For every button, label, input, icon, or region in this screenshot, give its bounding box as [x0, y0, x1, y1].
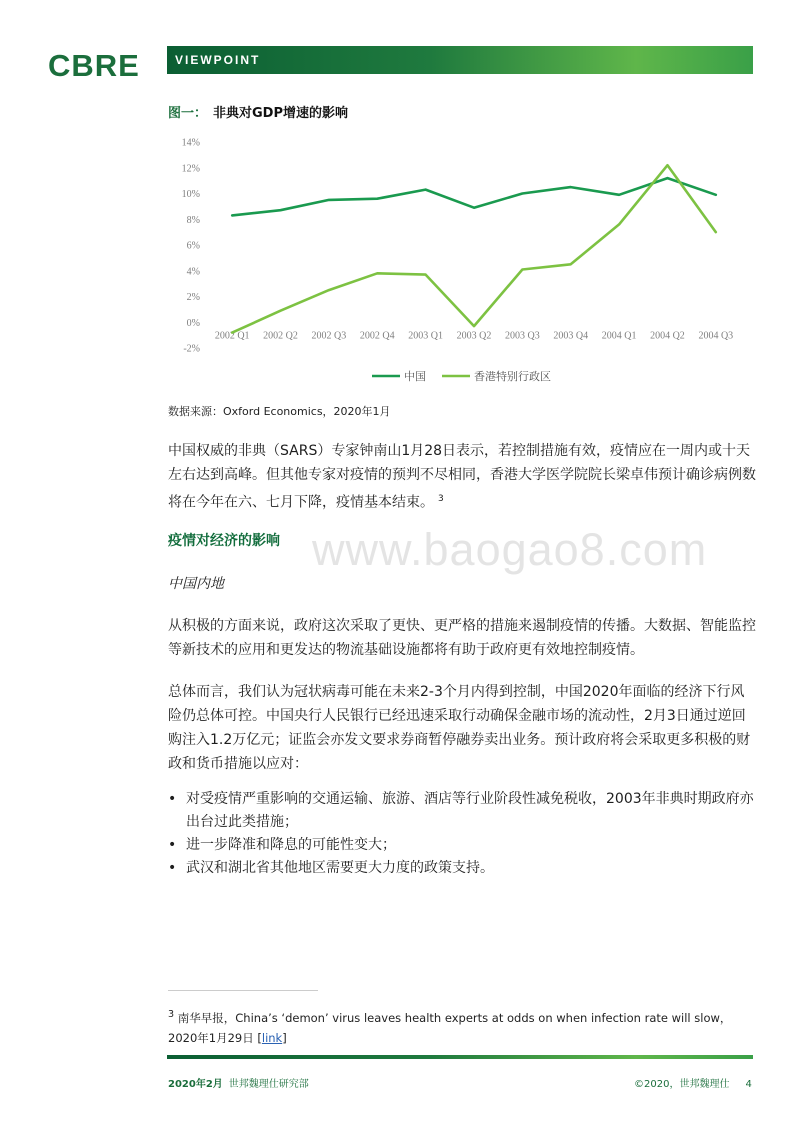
header-bar	[167, 46, 753, 74]
y-tick-label: 2%	[186, 292, 200, 303]
section-label: VIEWPOINT	[175, 53, 261, 67]
series-line-1	[232, 165, 716, 332]
bullet-item: • 进一步降准和降息的可能性变大；	[168, 834, 758, 857]
x-tick-label: 2004 Q1	[601, 330, 637, 342]
paragraph-1-text: 中国权威的非典（SARS）专家钟南山1月28日表示，若控制措施有效，疫情应在一周内或十天左右达到高峰。但其他专家对疫情的预判不尽相同，香港大学医学院院长梁卓伟预计确诊病例数将在今年在六、七月下降，疫情基本结束。	[168, 443, 756, 511]
subheading: 中国内地	[168, 576, 224, 592]
watermark: www.baogao8.com	[312, 524, 708, 575]
y-tick-label: 6%	[186, 240, 200, 252]
footer-bar	[167, 1055, 753, 1059]
x-tick-label: 2002 Q2	[263, 330, 298, 342]
x-tick-label: 2004 Q3	[698, 330, 734, 342]
y-tick-label: 0%	[186, 317, 200, 329]
bullet-item: • 对受疫情严重影响的交通运输、旅游、酒店等行业阶段性减免税收，2003年非典时期政府亦出台过此类措施；	[168, 788, 758, 834]
x-tick-label: 2003 Q3	[504, 330, 540, 342]
policy-bullet-list	[168, 788, 758, 880]
footnote-link[interactable]: link	[261, 1030, 283, 1045]
figure-title	[168, 102, 348, 121]
page-number: 4	[745, 1079, 752, 1090]
x-tick-label: 2002 Q4	[359, 330, 395, 342]
footer-date: 2020年2月	[168, 1079, 223, 1090]
footnote-text: 南华早报，China’s ‘demon’ virus leaves health experts at odds on when infection rate will slow，2020年1月29日	[168, 1010, 732, 1045]
legend-label: 中国	[404, 370, 426, 383]
gdp-line-chart	[168, 128, 748, 390]
x-tick-label: 2004 Q2	[650, 330, 685, 342]
footnote-number: 3	[168, 1009, 175, 1020]
data-source: 数据来源：Oxford Economics，2020年1月	[168, 405, 391, 418]
x-tick-label: 2003 Q1	[408, 330, 444, 342]
x-tick-label: 2002 Q3	[311, 330, 347, 342]
y-tick-label: 12%	[181, 163, 200, 175]
paragraph-1	[168, 439, 758, 515]
bullet-item: • 武汉和湖北省其他地区需要更大力度的政策支持。	[168, 857, 758, 880]
paragraph-3: 总体而言，我们认为冠状病毒可能在未来2-3个月内得到控制，中国2020年面临的经济下行风险仍总体可控。中国央行人民银行已经迅速采取行动确保金融市场的流动性，2月3日通过逆回购注入1.2万亿元；证监会亦发文要求券商暂停融券卖出业务。预计政府将会采取更多积极的财政和货币措施以应对：	[168, 684, 751, 772]
y-tick-label: 10%	[181, 189, 200, 200]
footnote-ref: 3	[438, 494, 444, 504]
footnote-divider	[168, 990, 318, 991]
y-tick-label: 8%	[186, 214, 200, 226]
footnote: $^3$ 南华早报，China’s ‘demon’ virus leaves health experts at odds on when infection rate will slow，2020年1月29日 [link]	[168, 1009, 732, 1045]
y-tick-label: -2%	[183, 343, 200, 355]
footer-right	[634, 1075, 752, 1090]
x-tick-label: 2002 Q1	[214, 330, 250, 342]
footer-left	[168, 1075, 309, 1090]
legend-label: 香港特别行政区	[474, 370, 551, 383]
cbre-logo: CBRE	[48, 48, 140, 83]
footer-copyright: ©2020，世邦魏理仕	[634, 1079, 730, 1090]
y-tick-label: 4%	[186, 266, 200, 278]
x-tick-label: 2003 Q4	[553, 330, 589, 342]
section-heading: 疫情对经济的影响	[168, 533, 280, 549]
figure-label: 图一：	[168, 106, 208, 121]
y-tick-label: 14%	[181, 137, 200, 149]
x-tick-label: 2003 Q2	[456, 330, 492, 342]
paragraph-2: 从积极的方面来说，政府这次采取了更快、更严格的措施来遏制疫情的传播。大数据、智能监控等新技术的应用和更发达的物流基础设施都将有助于政府更有效地控制疫情。	[168, 618, 756, 658]
footer-dept: 世邦魏理仕研究部	[228, 1079, 309, 1090]
figure-title-text: 非典对GDP增速的影响	[213, 106, 349, 121]
